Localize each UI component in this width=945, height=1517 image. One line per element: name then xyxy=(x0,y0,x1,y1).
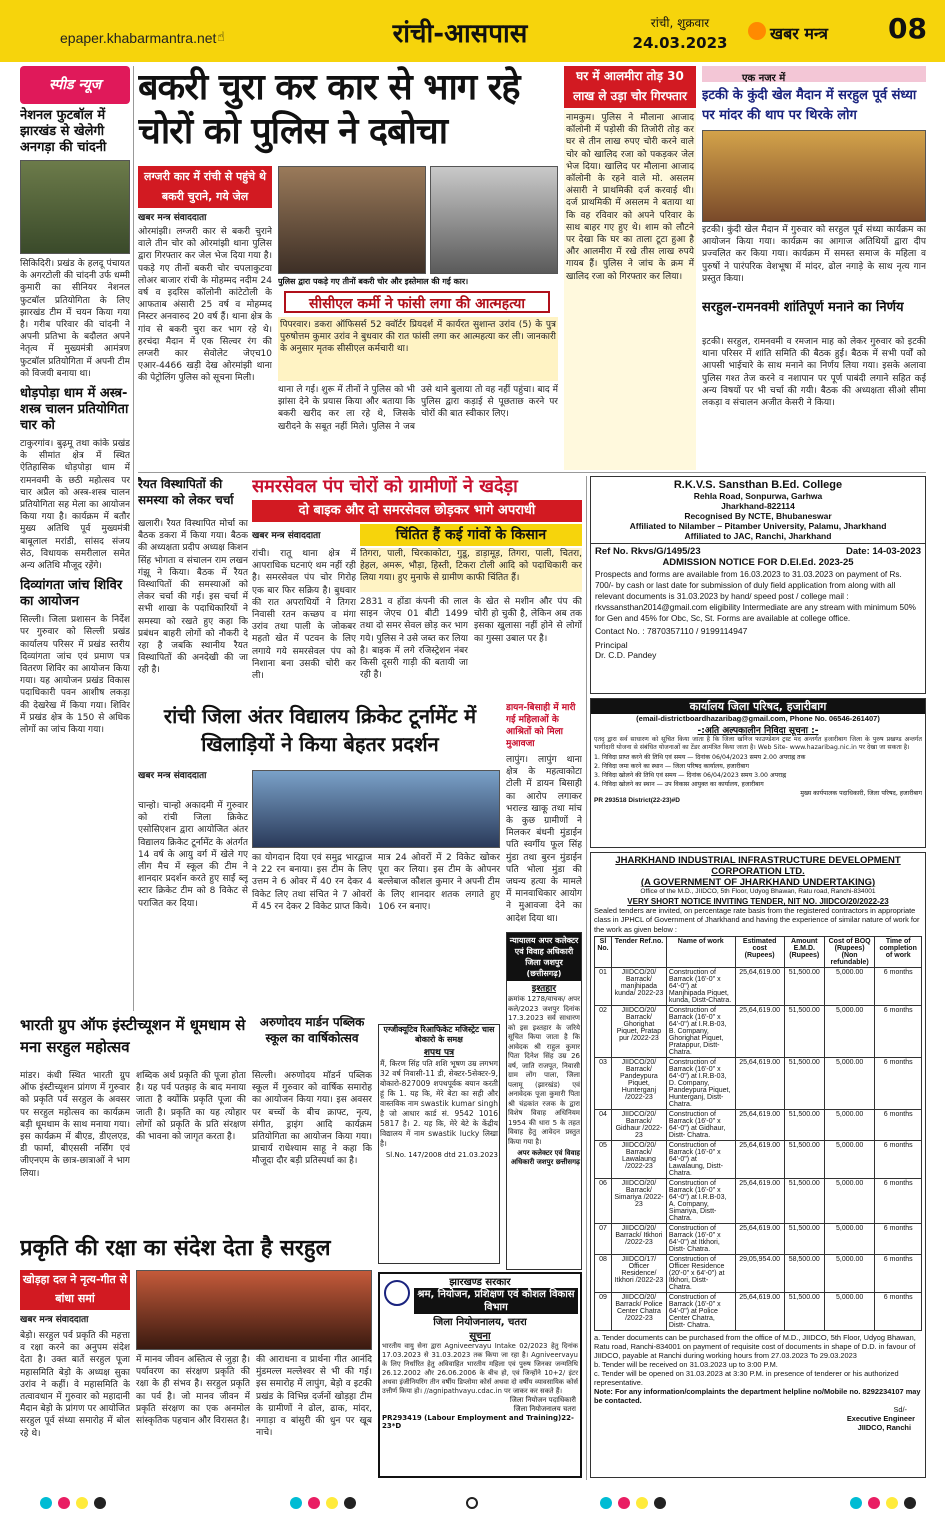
tender-row xyxy=(595,1255,922,1293)
tender-cell: JIIDCO/20/ Barrack/ manjhipada kunda/ 2022-23 xyxy=(611,968,666,1006)
registration-dot xyxy=(850,1497,862,1509)
rkvs-recog1: Recognised By NCTE, Bhubaneswar xyxy=(684,511,832,521)
court-notice-body: क्रमांक 1278/वाचक/ अपर कले/2023 जशपुर दिनांक 17.3.2023 सर्व साधारण को इस इश्तहार के जरिये सूचित किया जाता है कि आवेदक श्री राहुल कुमार पिता दिनेश सिंह उम्र 26 वर्ष, जाति राजपूत, निवासी ग्राम लोंग पाला, जिला पलामू (झारखंड) एवं अनावेदक पूजा कुमारी पिता श्री चंद्रकांत रजक के द्वारा विशेष विवाह अधिनियम 1954 की धारा 5 के तहत विवाह हेतु आवेदन प्रस्तुत किया गया है। xyxy=(508,995,580,1146)
sarhul-itki-body: इटकी। कुंदी खेल मैदान में गुरुवार को सरहुल पूर्व संध्या कार्यक्रम का आयोजन किया गया। कार्यक्रम का आगाज अतिथियों द्वारा दीप प्रज्वलित कर किया गया। कार्यक्रम में समस्त समाज के महिला व पुरुषों ने पारंपरिक वेशभूषा में मांदर, ढोल नगाड़े के साथ नृत्य गान प्रस्तुत किया। xyxy=(702,225,926,284)
jh-notice-title: सूचना xyxy=(469,1331,491,1342)
col-header: Estimated cost (Rupees) xyxy=(735,937,784,968)
jiidco-sign-3: JIIDCO, Ranchi xyxy=(857,1423,911,1433)
jiidco-office: Office of the M.D., JIIDCO, 5th Floor, Udyog Bhawan, Ratu road, Ranchi-834001 xyxy=(640,888,876,895)
jiidco-note-d: Note: For any information/complaints the department helpline no/Mobile no. 8292234107 may be contacted. xyxy=(594,1387,921,1406)
tender-cell: JIIDCO/20/ Barrack/ Simariya /2022-23 xyxy=(611,1179,666,1224)
speed-news-text-3: सिल्ली। जिला प्रशासन के निर्देश पर गुरुवार को सिल्ली प्रखंड कार्यालय परिसर में प्रखंड स्तरीय दिव्यांगता जांच एवं प्रमाण पत्र वितरण शिविर का आयोजन किया गया। यह आयोजन प्रखंड विकास पदाधिकारी पवन आशीष लकड़ा की देखरेख में किया गया। शिविर में प्रखंड क्षेत्र के 150 से अधिक लोगों का जांच किया गया। xyxy=(20,615,130,736)
tender-cell: 51,500.00 xyxy=(784,1110,824,1141)
prakriti-body-3: की आराधना व प्रार्थना गीत आनंदि मुंडमल्ल मल्लेश्वर से भी की गई। इस समारोह में लापुंग, बेड़ो व इटकी प्रखंड के विभिन्न दर्जनों खोड़हा टीम के ग्रामीणों ने ढोल, ढाक, मांदर, नगाड़ा व बांसुरी की धुन पर खूब नाचे। xyxy=(256,1355,372,1439)
place-day: रांची, शुक्रवार xyxy=(650,16,710,30)
raiyat-body: खलारी। रैयत विस्थापित मोर्चा का बैठक डकरा में किया गया। बैठक की अध्यक्षता प्रदीप अध्यक्ष किशन सिंह भोगता व संचालन राम लखन गंझू ने किया। बैठक में रैयत विस्थापितों की समस्याओं को लेकर चर्चा की गई। इस चर्चा में सभी शाखा के पदाधिकारियों ने समस्या को रखते हुए कहा कि प्रबंधन बाहरी लोगों को नौकरी दे रहा है जबकि स्थानीय रैयत विस्थापितों की अनदेखी की जा रही है। xyxy=(138,519,248,676)
theft-headline: घर में आलमीरा तोड़ 30 लाख ले उड़ा चोर गिरफ्तार xyxy=(564,66,696,108)
speed-news-logo: स्पीड न्यूज xyxy=(20,66,130,104)
tender-row xyxy=(595,1224,922,1255)
tender-cell: 5,000.00 xyxy=(824,968,875,1006)
pump-body: रांची। रातू थाना क्षेत्र में आपराधिक घटनाएं थम नहीं रही है। समरसेवल पंप चोर गिरोह एक बार फिर सक्रिय है। बुधवार की रात अपराधियों ने तिगरा निवासी रतन कच्छप व मंगा उरांव तथा पाली के जोकबर महतो खेत में पटवन के लिए लगाये गये समरसेवल पंप को निशाना बना उसकी चोरी कर ली। xyxy=(252,549,356,682)
col-header: Amount E.M.D. (Rupees) xyxy=(784,937,824,968)
tender-cell: JIIDCO/20/ Barrack/ Pandeypura Piquet, Hunterganj /2022-23 xyxy=(611,1058,666,1110)
tender-cell: JIIDCO/20/ Barrack/ Police Center Chatra /2022-23 xyxy=(611,1293,666,1331)
tender-cell: 07 xyxy=(595,1224,612,1255)
rkvs-recog2: Affiliated to Nilamber – Pitamber University, Palamu, Jharkhand xyxy=(629,521,887,531)
registration-dot xyxy=(58,1497,70,1509)
at-a-glance-tag xyxy=(702,66,926,82)
hazaribag-sign: मुख्य कार्यपालक पदाधिकारी, जिला परिषद, हजारीबाग xyxy=(800,790,922,798)
hazaribag-sub: -:अति अल्पकालीन निविदा सूचना :- xyxy=(697,726,819,736)
tender-cell: 04 xyxy=(595,1110,612,1141)
site-url[interactable]: epaper.khabarmantra.net xyxy=(60,30,217,46)
court-notice-title: इश्तहार xyxy=(531,984,557,994)
pump-subheadline-2: चिंतित हैं कई गांवों के किसान xyxy=(360,524,582,546)
prakriti-byline: खबर मन्त्र संवाददाता xyxy=(20,1315,89,1325)
tender-row xyxy=(595,1141,922,1179)
page-number: 08 xyxy=(888,12,927,45)
cricket-body-3: मात्र 24 ओवरों में 2 विकेट खोकर पूरा कर लिया। इस टीम के ओपनर बल्लेबाज कौशल कुमार ने अपनी टीम के लिए शानदार शतक लगाते हुए 106 रन बनाए। xyxy=(378,853,500,912)
rkvs-body: Prospects and forms are available from 16.03.2023 to 31.03.2023 on payment of Rs. 700/- by cash or last date for submission of duly field application from along with all relevant documents is 31.03.2023 by hand/ speed post / college mail : rkvssansthan2014@gmail.com eligibility Intermediate are any stream with minimum 50% for Gen and 45% for Obc, Sc, St. Forms are available at college office. xyxy=(595,570,916,623)
jiidco-notice: VERY SHORT NOTICE INVITING TENDER, NIT NO. JIIDCO/20/2022-23 xyxy=(627,897,889,906)
tender-row xyxy=(595,1058,922,1110)
tender-cell: Construction of Barrack (16'-0" x 64'-0") at I.R.B-03, D. Company, Pandeypura Piquet, Hunterganj, Distt- Chatra. xyxy=(666,1058,735,1110)
theft-body: नामकुम। पुलिस ने मौलाना आजाद कॉलोनी में पड़ोसी की तिजोरी तोड़ कर घर से तीन लाख रुपए चोरी करने वाले चोर को खालिद रजा को पकड़कर जेल भेज दिया। खालिद पर मौलाना आजाद कॉलोनी के रहने वाले मो. असलम अंसारी ने प्राथमिकी दर्ज करवाई थी। दर्ज प्राथमिकी में असलम ने बताया था कि वह रविवार को अपने परिवार के साथ बाहर गए हुए थे। शाम को लौटने पर देखा कि घर का ताला टूटा हुआ है और आलमीरा में रखे तीस लाख रुपये गायब हैं। पुलिस ने जांच के क्रम में खालिद रजा को गिरफ्तार कर लिया। xyxy=(564,110,696,470)
tender-cell: JIIDCO/20/ Barrack/ Lawalaung /2022-23 xyxy=(611,1141,666,1179)
tender-cell: Construction of Barrack (16'-0" x 64'-0") at I.R.B-03, A. Company, Simariya, Distt- Chatra. xyxy=(666,1179,735,1224)
registration-dot xyxy=(904,1497,916,1509)
main-byline: खबर मन्त्र संवाददाता xyxy=(138,213,207,223)
registration-dot xyxy=(654,1497,666,1509)
tender-cell: Construction of Officer Residence (20'-0" x 64'-0") at Itkhori, Distt- Chatra. xyxy=(666,1255,735,1293)
column-divider xyxy=(133,66,134,1011)
court-notice-header: न्यायालय अपर कलेक्टर एवं विवाह अधिकारी जिला जशपुर (छत्तीसगढ़) xyxy=(507,933,581,981)
tender-cell: 6 months xyxy=(875,1179,922,1224)
jiidco-sign-2: Executive Engineer xyxy=(846,1414,915,1424)
speed-news-text-1: सिकिदिरी। प्रखंड के हलदू पंचायत के अगरटोली की चांदनी उर्फ धम्मी कुमारी का सीनियर नेशनल फुटबॉल प्रतियोगिता के लिए झारखंड टीम में चयन किया गया है। गरीब परिवार की चांदनी ने अपनी प्रतिभा के बदौलत अपने नेतृत्व में मुख्यमंत्री आमंत्रण फुटबॉल प्रतियोगिता में अपनी टीम को विजयी बनाया था। xyxy=(20,259,130,379)
tender-cell: JIIDCO/20/ Barrack/ Ghorighat Piquet, Pratap pur /2022-23 xyxy=(611,1006,666,1058)
tender-cell: 6 months xyxy=(875,1058,922,1110)
prakriti-body: बेड़ो। सरहुल पर्व प्रकृति की महत्ता व रक्षा करने का अनुपम संदेश देता है। उक्त बातें सरहुल पूजा महासमिति बेड़ो के अध्यक्ष सुका उरांव ने कहीं। वे महासमिति के तत्वावधान में गुरुवार को महादानी मैदान बेड़ो के प्रांगण पर आयोजित सरहुल पूर्व संध्या समारोह में बोल रहे थे। xyxy=(20,1331,130,1439)
rkvs-principal-name: Dr. C.D. Pandey xyxy=(595,650,657,660)
tender-row xyxy=(595,1110,922,1141)
jiidco-tender-ad xyxy=(590,852,926,1478)
tender-cell: 5,000.00 xyxy=(824,1058,875,1110)
tender-cell: 51,500.00 xyxy=(784,1006,824,1058)
jiidco-table-wrap xyxy=(591,934,925,1333)
jiidco-intro: Sealed tenders are invited, on percentage rate basis from the registered contractors in appropriate class in JPHCL of Government of Jharkhand and having the experience of similar nature of work for the work as given below : xyxy=(594,906,920,934)
tender-cell: JIIDCO/17/ Officer Residence/ Itkhori /2022-23 xyxy=(611,1255,666,1293)
registration-dot xyxy=(636,1497,648,1509)
dayan-headline: डायन-बिसाही में मारी गई महिलाओं के आश्रितों को मिला मुआवजा xyxy=(506,703,576,749)
main-subheadline: लग्जरी कार में रांची से पहुंचे थे बकरी चुराने, गये जेल xyxy=(138,166,272,208)
registration-dot xyxy=(94,1497,106,1509)
page-header xyxy=(0,0,945,62)
speed-news-heading-3: दिव्यांगता जांच शिविर का आयोजन xyxy=(20,578,123,610)
speed-news-heading-2: धोड़पोड़ा धाम में अस्त्र-शस्त्र चालन प्रतियोगिता चार को xyxy=(20,386,129,434)
registration-dot xyxy=(326,1497,338,1509)
col-header: Sl No. xyxy=(595,937,612,968)
tender-cell: Construction of Barrack (16'-0" x 64'-0") at Gidhaur, Distt- Chatra. xyxy=(666,1110,735,1141)
rkvs-ref-row xyxy=(591,543,925,557)
tender-cell: Construction of Barrack (16'-0" x 64'-0") at I.R.B-03, B. Company, Ghorighat Piquet, Pratappur, Distt- Chatra. xyxy=(666,1006,735,1058)
tender-cell: Construction of Barrack (16'-0" x 64'-0") at Itkhori, Distt- Chatra. xyxy=(666,1224,735,1255)
tender-cell: 51,500.00 xyxy=(784,1141,824,1179)
sarhul-ramnavami-body: इटकी। सरहुल, रामनवमी व रमजान माह को लेकर गुरुवार को इटकी थाना परिसर में शांति समिति की बैठक हुई। बैठक में सभी पर्वों को आपसी भाईचारे के साथ मनाने का निर्णय लिया गया। इसके अलावा पुलिस गश्त तेज करने व नशापान पर पूर्ण पाबंदी लगाने सहित कई अन्य विषयों पर भी चर्चा की गयी। बैठक की अध्यक्षता सीओ सीमा लकड़ा व संचालन अजीत केसरी ने किया। xyxy=(702,337,926,409)
ccl-suicide-body: पिपरवार। डकरा ऑफिसर्स 52 क्वॉर्टर प्रियदर्श में कार्यरत सुशान्त उरांव (5) के पुत्र पुरुषोत्तम कुमार उरांव ने बुधवार की रात फांसी लगा कर आत्महत्या कर ली। जानकारी के अनुसार मृतक सीसीएल कर्मचारी था। xyxy=(278,317,558,381)
tender-cell: 58,500.00 xyxy=(784,1255,824,1293)
sarhul-ramnavami-headline: सरहुल-रामनवमी शांतिपूर्ण मनाने का निर्णय xyxy=(702,300,904,315)
tender-row xyxy=(595,968,922,1006)
tender-cell: 25,64,619.00 xyxy=(735,968,784,1006)
cricket-headline: रांची जिला अंतर विद्यालय क्रिकेट टूर्नामेंट में खिलाड़ियों ने किया बेहतर प्रदर्शन xyxy=(163,704,477,756)
dayan-body: लापुंग। लापुंग थाना क्षेत्र के महत्वाकोटा टोली में डायन बिसाही का आरोप लगाकर भराल्ड खाकू तथा मांच के कुछ ग्रामीणों ने मिलकर बंधनी मुंडाईन पति स्वर्गीय फूल सिंह मुंडा तथा बुरन मुंडाईन पति भोला मुंडा की जघन्य हत्या के मामले में मानवाधिकार आयोग ने मुआवजा देने का आदेश दिया था। xyxy=(506,755,582,924)
registration-dot xyxy=(618,1497,630,1509)
tender-cell: 6 months xyxy=(875,1224,922,1255)
speed-news-text-2: टाकुरगांव। बुढ़मू तथा कांके प्रखंड के सीमांत क्षेत्र में स्थित ऐतिहासिक धोड़पोड़ा धाम में रामनवमी के छठी महोत्सव पर चार अप्रैल को अस्त्र-शस्त्र चालन प्रतियोगिता सह मेला का आयोजन किया गया है। कार्यक्रम में बतौर मुख्य अतिथि पूर्व मुख्यमंत्री बाबूलाल मरांडी, सांसद संजय सेठ, विधायक समरीलाल समेत अन्य अतिथि मौजूद रहेंगे। xyxy=(20,439,130,572)
cricket-body: चान्हो। चान्हो अकादमी में गुरुवार को रांची जिला क्रिकेट एसोसिएशन द्वारा आयोजित अंतर विद्यालय क्रिकेट टूर्नामेंट के अंतर्गत 14 वर्ष के आयु वर्ग में खेले गए लीग मैच में स्कूल की टीम ने शानदार प्रदर्शन करते हुए साईं ब्लू स्टार क्रिकेट टीम को 8 विकेट से पराजित कर दिया। xyxy=(138,801,248,909)
jh-notice-line2: श्रम, नियोजन, प्रशिक्षण एवं कौशल विकास विभाग xyxy=(414,1288,578,1314)
tender-cell: 05 xyxy=(595,1141,612,1179)
bharti-headline: भारती ग्रुप ऑफ इंस्टीच्यूशन में धूमधाम से मना सरहुल महोत्सव xyxy=(20,1016,246,1056)
ccl-suicide-headline: सीसीएल कर्मी ने फांसी लगा की आत्महत्या xyxy=(284,291,550,313)
pump-subheadline: दो बाइक और दो समरसेवल छोड़कर भागे अपराधी xyxy=(252,500,582,522)
rkvs-recog3: Affiliated to JAC, Ranchi, Jharkhand xyxy=(684,531,832,541)
prakriti-subheadline: खोड़हा दल ने नृत्य-गीत से बांधा समां xyxy=(20,1270,130,1310)
tender-cell: Construction of Barrack (16'-0" x 64'-0") at Police Center Chatra, Distt- Chatra. xyxy=(666,1293,735,1331)
cricket-team-photo xyxy=(252,770,500,848)
tender-cell: 29,05,954.00 xyxy=(735,1255,784,1293)
hazaribag-pr: PR 293518 District(22-23)#D xyxy=(594,797,680,805)
tender-cell: 5,000.00 xyxy=(824,1293,875,1331)
prakriti-headline: प्रकृति की रक्षा का संदेश देता है सरहुल xyxy=(20,1236,331,1261)
main-body: ओरमांझी। लग्जरी कार से बकरी चुराने वाले तीन चोर को ओरमांझी थाना पुलिस द्वारा गिरफ्तार कर जेल भेज दिया गया है। पकड़े गए तीनों बकरी चोर चपलाकुटवा लोअर बाजार रांची के मोहम्मद नदीम 24 वर्ष व इदरिस कॉलोनी कांटेटोली के आफताब अंसारी 25 वर्ष व मोहम्मद निस्टर अनवारुद 20 वर्ष हैं। थाना क्षेत्र के गांव से बकरी चुरा कर भाग रहे थे। हरचंदा मैदान में एक सिल्वर रंग की लग्जरी कार सेवोलेट जेएच10 एआर-4466 खड़ी देख ओरमांझी थाना की पेट्रोलिंग पुलिस को सूचना मिली। xyxy=(138,227,272,384)
jiidco-sign-1: Sd/- xyxy=(893,1405,907,1415)
bharti-body-2: शब्दिक अर्थ प्रकृति की पूजा होता है। यह पर्व पतझड़ के बाद मनाया जाता है क्योंकि प्रकृति पूजा की जाती है। प्रकृति का यह त्योहार लोगों को प्रकृति के प्रति संरक्षण की भावना को जागृत करता है। xyxy=(136,1071,246,1143)
photo-caption: पुलिस द्वारा पकड़े गए तीनों बकरी चोर और इस्तेमाल की गई कार। xyxy=(278,277,469,286)
at-a-glance-label: एक नजर में xyxy=(742,73,786,82)
tender-cell: 25,64,619.00 xyxy=(735,1179,784,1224)
jiidco-title: JHARKHAND INDUSTRIAL INFRASTRUCTURE DEVELOPMENT CORPORATION LTD. xyxy=(615,855,901,877)
tender-cell: 51,500.00 xyxy=(784,1224,824,1255)
affidavit-body: मैं, किरण सिंह पति शशि भूषण उम्र लगभग 32 वर्ष निवासी-11 डी, सेक्टर-5सेक्टर-9, बोकारो-827009 शपथपूर्वक बयान करती हूं कि 1. यह कि, मेरे बेटा का सही और वास्तविक नाम swastik kumar singh है जो आधार कार्ड सं. 9542 1016 5817 है। 2. यह कि, मेरे बेटे के केंद्रीय विद्यालय में नाम swastik lucky लिखा है। xyxy=(380,1059,498,1148)
tender-cell: 6 months xyxy=(875,1110,922,1141)
jiidco-tender-table xyxy=(594,936,922,1331)
hazaribag-tender-ad xyxy=(590,698,926,848)
jharkhand-labour-notice xyxy=(378,1272,582,1478)
hand-cursor-icon: ☝ xyxy=(217,30,225,45)
rkvs-notice: ADMISSION NOTICE FOR D.El.Ed. 2023-25 xyxy=(662,557,854,568)
tender-cell: 51,500.00 xyxy=(784,1293,824,1331)
brand-logo-icon xyxy=(748,22,766,40)
hazaribag-row3: 3. निविदा खोलने की तिथि एवं समय — दिनांक 06/04/2023 समय 3.00 अपराह्न xyxy=(594,772,787,780)
jh-notice-sign1: जिला नियोजन पदाधिकारी xyxy=(509,1396,576,1404)
col-header: Cost of BOQ (Rupees) (Non refundable) xyxy=(824,937,875,968)
jh-notice-pr: PR293419 (Labour Employment and Training)22-23*D xyxy=(382,1414,574,1430)
tender-cell: 25,64,619.00 xyxy=(735,1293,784,1331)
jh-notice-sign2: जिला नियोजनालय चतरा xyxy=(513,1405,576,1413)
brand-name: खबर मन्त्र xyxy=(770,24,828,43)
pump-villages: तिगरा, पाली, चिरकाकोटा, गुडू, डाड़ामूड़, तिगरा, पाली, चितरा, हेहल, अमरू, भौड़ा, हिस्ती, टिकरा टोली आदि को पदाधिकारी कर लिया गया। हुए मुनाफे से ग्रामीण काफी चिंतित हैं। xyxy=(360,548,582,592)
rkvs-title: R.K.V.S. Sansthan B.Ed. College xyxy=(673,479,843,491)
tender-cell: 5,000.00 xyxy=(824,1110,875,1141)
hazaribag-row4: 4. निविदा खोलने का स्थान — उप विकास आयुक्त का कार्यालय, हजारीबाग xyxy=(594,781,764,789)
rkvs-ref: Ref No. Rkvs/G/1495/23 xyxy=(595,546,701,557)
tender-cell: Construction of Barrack (16'-0" x 64'-0") at Lawalaung, Distt- Chatra. xyxy=(666,1141,735,1179)
registration-dot xyxy=(40,1497,52,1509)
affidavit-header: एग्जीक्यूटिव रिआफिकेट मजिस्ट्रेट चास बोकारो के समक्ष xyxy=(383,1025,495,1044)
tender-cell: 25,64,619.00 xyxy=(735,1058,784,1110)
tender-cell: 6 months xyxy=(875,1293,922,1331)
prakriti-body-2: में मानव जीवन अस्तित्व से जुड़ा है। पर्यावरण का संरक्षण प्रकृति की रक्षा के ही संभव है। सरहुल प्रकृति का पर्व है। जो मानव जीवन में प्रकृति संरक्षण का एक अनमोल सांस्कृतिक पहचान और विरासत है। xyxy=(136,1355,250,1427)
pump-body-2: 2831 व होंडा कंपनी की लाल साइन जेएच 01 बीटी 1499 तथा दो समर सेवल छोड़ कर भाग गये। पुलिस ने उसे जब्त कर लिया है। बाइक में लगे रजिस्ट्रेशन नंबर किसी दूसरी गाड़ी की बतायी जा रही है। xyxy=(360,597,468,681)
tender-row xyxy=(595,1006,922,1058)
tender-cell: JIIDCO/20/ Barrack/ Itkhori /2022-23 xyxy=(611,1224,666,1255)
car-photo xyxy=(430,166,558,274)
hazaribag-email: (email-districtboardhazaribag@gmail.com, Phone No. 06546-261407) xyxy=(636,714,880,723)
rkvs-principal: Principal xyxy=(595,640,628,650)
tender-cell: 5,000.00 xyxy=(824,1255,875,1293)
affidavit-sign: Sl.No. 147/2008 dtd 21.03.2023 xyxy=(385,1151,498,1159)
pump-headline: समरसेवल पंप चोरों को ग्रामीणों ने खदेड़ा xyxy=(252,476,518,497)
col-header: Time of completion of work xyxy=(875,937,922,968)
tender-cell: 5,000.00 xyxy=(824,1179,875,1224)
jiidco-note-a: a. Tender documents can be purchased from the office of M.D., JIIDCO, 5th Floor, Udyog Bhawan, Ratu road, Ranchi-834001 on payment of requisite cost of documents in shape of D.D. in favour of JIIDCO, payable at Ranchi during working hours from 27.03.2023 To 29.03.2023 xyxy=(594,1333,916,1361)
affidavit-notice xyxy=(378,1024,500,1264)
registration-dot xyxy=(886,1497,898,1509)
tender-cell: 51,500.00 xyxy=(784,1058,824,1110)
tender-table-body xyxy=(595,968,922,1331)
tender-cell: 09 xyxy=(595,1293,612,1331)
jh-notice-body: भारतीय वायु सेना द्वारा Agniveervayu Intake 02/2023 हेतु दिनांक 17.03.2023 से 31.03.2023 तक किया जा रहा है। Agniveervayu के लिए निर्धारित हेतु अविवाहित भारतीय महिला एवं पुरुष जिनका जन्मतिथि 26.12.2002 और 26.06.2006 के बीच हो, एवं जिन्होंने 10+2/ इंटर अथवा इंजीनियरिंग तीन वर्षीय डिप्लोमा कोर्स अथवा दो वर्षीय व्यावसायिक कोर्स उत्तीर्ण किया हो। //agnipathvayu.cdac.in पर जाकर कर सकते हैं। xyxy=(382,1342,578,1395)
pump-body-3: के खेत से मशीन और पंप की चोरी हो चुकी है, लेकिन अब तक इसका खुलासा नहीं होने से लोगों का गुस्सा उबाल पर है। xyxy=(474,597,582,644)
thieves-photo xyxy=(278,166,426,274)
rkvs-admission-ad xyxy=(590,476,926,694)
section-title: रांची-आसपास xyxy=(392,19,528,49)
tender-cell: 6 months xyxy=(875,968,922,1006)
sarhul-procession-photo xyxy=(136,1270,372,1350)
footballer-photo xyxy=(20,160,130,254)
jh-notice-line1: झारखण्ड सरकार xyxy=(449,1277,511,1288)
tender-cell: JIIDCO/20/ Barrack/ Gidhaur /2022-23 xyxy=(611,1110,666,1141)
jiidco-title-2: (A GOVERNMENT OF JHARKHAND UNDERTAKING) xyxy=(640,877,876,888)
hazaribag-body: एतद् द्वारा सर्व साधारण को सूचित किया जाता है कि जिला खनिज फाउण्डेशन ट्रस्ट मद अन्तर्गत हजारीबाग जिला के पुरुष प्रखण्ड अन्तर्गत भागीदारी योजना से संबंधित योजनाओं का टेंडर आमंत्रित किया जाता है। Web Site- www.hazaribag.nic.in पर देखा जा सकता है। xyxy=(594,736,922,752)
tender-cell: 51,500.00 xyxy=(784,1179,824,1224)
tender-cell: 08 xyxy=(595,1255,612,1293)
tender-cell: 5,000.00 xyxy=(824,1006,875,1058)
tender-cell: 06 xyxy=(595,1179,612,1224)
issue-date: 24.03.2023 xyxy=(632,34,728,52)
hazaribag-row1: 1. निविदा प्राप्त करने की तिथि एवं समय — दिनांक 06/04/2023 समय 2.00 अपराह्न तक xyxy=(594,754,806,762)
registration-dot xyxy=(868,1497,880,1509)
court-notice-sign: अपर कलेक्टर एवं विवाह अधिकारी जशपुर छत्तीसगढ़ xyxy=(510,1149,580,1166)
cricket-body-2: का योगदान दिया एवं समुद्र भारद्वाज ने 22 रन बनाया। इस टीम के लिए उत्तम ने 6 ओवर में 40 रन देकर 4 विकेट लिए तथा संचित ने 7 ओवरों में 45 रन देकर 2 विकेट प्राप्त किये। xyxy=(252,853,372,912)
rkvs-addr1: Rehla Road, Sonpurwa, Garhwa xyxy=(693,491,823,501)
tender-cell: 51,500.00 xyxy=(784,968,824,1006)
jiidco-note-c: c. Tender will be opened on 31.03.2023 at 3:30 P.M. in presence of tenderer or his authorized representative. xyxy=(594,1369,899,1388)
crosshair-icon xyxy=(466,1497,478,1509)
col-header: Tender Ref.no. xyxy=(611,937,666,968)
jiidco-note-b: b. Tender will be received on 31.03.2023 up to 3:00 P.M. xyxy=(594,1360,778,1370)
tender-cell: Construction of Barrack (16'-0" x 64'-0") at Manjhipada Piquet, kunda, Distt-Chatra. xyxy=(666,968,735,1006)
tender-cell: 02 xyxy=(595,1006,612,1058)
tender-row xyxy=(595,1293,922,1331)
rkvs-contact: Contact No. : 7870357110 / 9199114947 xyxy=(595,626,748,636)
court-notice xyxy=(506,932,582,1270)
speed-news-heading-1: नेशनल फुटबॉल में झारखंड से खेलेगी अनगड़ा की चांदनी xyxy=(20,108,107,155)
tender-cell: 25,64,619.00 xyxy=(735,1141,784,1179)
rkvs-date: Date: 14-03-2023 xyxy=(846,546,921,557)
arunoday-body: सिल्ली। अरुणोदय मॉडर्न पब्लिक स्कूल में गुरुवार को वार्षिक समारोह का आयोजन किया गया। इस अवसर पर बच्चों के बीच क्राफ्ट, नृत्य, संगीत, ड्राइंग आदि कार्यक्रम प्रतियोगिता का आयोजन किया गया। प्राचार्य राधेश्याम साहू ने कहा कि मौजूदा दौर बड़ी प्रतिस्पर्धा का है। xyxy=(252,1071,372,1167)
sarhul-itki-headline: इटकी के कुंदी खेल मैदान में सरहुल पूर्व संध्या पर मांदर की थाप पर थिरके लोग xyxy=(702,88,917,123)
registration-dot xyxy=(600,1497,612,1509)
tender-table-header xyxy=(595,937,922,968)
tender-cell: 6 months xyxy=(875,1141,922,1179)
tender-cell: 01 xyxy=(595,968,612,1006)
registration-dot xyxy=(344,1497,356,1509)
bharti-body: मांडर। कंधी स्थित भारती ग्रुप ऑफ इंस्टीच्यूशन प्रांगण में गुरुवार को प्रकृति पर्व सरहुल के अवसर पर सरहुल महोत्सव का कार्यक्रम बड़ी धूमधाम के साथ मनाया गया। इस कार्यक्रम में बीएड, डीएलएड, डी फार्मा, बीएससी नर्सिंग एवं जीएनएम के छात्र-छात्राओं ने भाग लिया। xyxy=(20,1071,130,1179)
main-headline: बकरी चुरा कर कार से भाग रहे चोरों को पुलिस ने दबोचा xyxy=(138,67,520,152)
tender-cell: 25,64,619.00 xyxy=(735,1110,784,1141)
tender-cell: 6 months xyxy=(875,1255,922,1293)
tender-cell: 5,000.00 xyxy=(824,1141,875,1179)
jh-notice-line3: जिला नियोजनालय, चतरा xyxy=(433,1317,527,1328)
registration-dot xyxy=(308,1497,320,1509)
tender-cell: 03 xyxy=(595,1058,612,1110)
ads-divider xyxy=(586,476,587,1480)
registration-dot xyxy=(290,1497,302,1509)
tender-cell: 5,000.00 xyxy=(824,1224,875,1255)
pump-byline: खबर मन्त्र संवाददाता xyxy=(252,531,321,541)
speed-news-column xyxy=(20,66,130,1011)
affidavit-title: शपथ पत्र xyxy=(423,1048,455,1058)
cricket-byline: खबर मन्त्र संवाददाता xyxy=(138,771,207,781)
arunoday-headline: अरुणोदय मार्डन पब्लिक स्कूल का वार्षिकोत्सव xyxy=(259,1015,365,1045)
tender-row xyxy=(595,1179,922,1224)
jharkhand-emblem-icon xyxy=(384,1280,410,1306)
sarhul-dance-photo xyxy=(702,130,926,222)
hazaribag-row2: 2. निविदा जमा करने का स्थान — जिला परिषद कार्यालय, हजारीबाग xyxy=(594,763,749,771)
rkvs-addr2: Jharkhand-822114 xyxy=(721,501,795,511)
registration-dot xyxy=(76,1497,88,1509)
col-header: Name of work xyxy=(666,937,735,968)
hazaribag-title: कार्यालय जिला परिषद, हजारीबाग xyxy=(591,699,925,714)
tender-cell: 25,64,619.00 xyxy=(735,1006,784,1058)
tender-cell: 25,64,619.00 xyxy=(735,1224,784,1255)
tender-cell: 6 months xyxy=(875,1006,922,1058)
raiyat-headline: रैयत विस्थापितों की समस्या को लेकर चर्चा xyxy=(138,477,234,507)
main-body-continued: थाना ले गई। शुरू में तीनों ने पुलिस को भी झांसा देने के प्रयास किया और बताया कि बकरी खरीद कर ला रहे थे, जिसके खरीदने के सबूत नहीं मिले। पुलिस ने जब उसे थाने बुलाया तो वह नहीं पहुंचा। बाद में पुलिस द्वारा कड़ाई से पूछताछ करने पर चोरों की बात स्वीकार लिए। xyxy=(278,385,558,432)
section-divider xyxy=(138,472,926,473)
